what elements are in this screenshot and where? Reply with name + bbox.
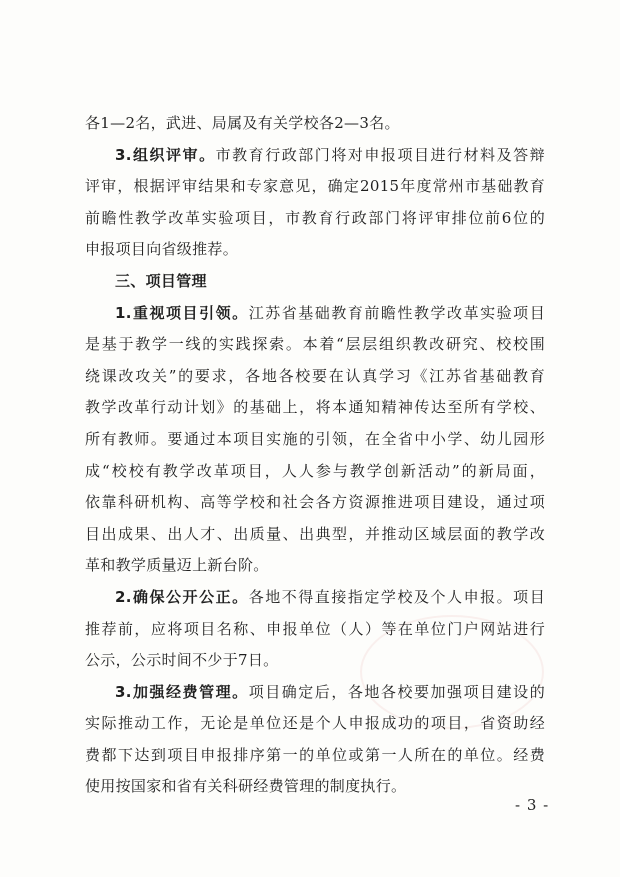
document-body <box>85 108 545 803</box>
text-line: 前瞻性教学改革实验项目，市教育行政部门将评审排位前6位的 <box>85 208 545 227</box>
text-line: 推荐前，应将项目名称、申报单位（人）等在单位门户网站进行 <box>85 619 545 638</box>
text-line: 所有教师。要通过本项目实施的引领，在全省中小学、幼儿园形 <box>85 429 545 448</box>
text-line: 费都下达到项目申报排序第一的单位或第一人所在的单位。经费 <box>85 745 545 764</box>
text-line: 3.加强经费管理。项目确定后，各地各校要加强项目建设的 <box>115 682 545 701</box>
section-heading: 三、项目管理 <box>115 271 207 290</box>
text-line: 实际推动工作，无论是单位还是个人申报成功的项目，省资助经 <box>85 714 545 733</box>
page-number: - 3 - <box>515 796 550 814</box>
text-line: 申报项目向省级推荐。 <box>85 240 239 259</box>
text-line: 3.组织评审。市教育行政部门将对申报项目进行材料及答辩 <box>115 145 545 164</box>
text-line: 依靠科研机构、高等学校和社会各方资源推进项目建设，通过项 <box>85 493 545 512</box>
text-line: 1.重视项目引领。江苏省基础教育前瞻性教学改革实验项目 <box>115 303 545 322</box>
text-line: 评审，根据评审结果和专家意见，确定2015年度常州市基础教育 <box>85 177 545 196</box>
text-line: 绕课改攻关”的要求，各地各校要在认真学习《江苏省基础教育 <box>85 366 545 385</box>
text-line: 目出成果、出人才、出质量、出典型，并推动区域层面的教学改 <box>85 524 545 543</box>
text-line: 成“校校有教学改革项目，人人参与教学创新活动”的新局面， <box>85 461 545 480</box>
text-line: 革和教学质量迈上新台阶。 <box>85 556 269 575</box>
text-line: 是基于教学一线的实践探索。本着“层层组织教改研究、校校围 <box>85 335 545 354</box>
text-line: 教学改革行动计划》的基础上，将本通知精神传达至所有学校、 <box>85 398 545 417</box>
text-line: 2.确保公开公正。各地不得直接指定学校及个人申报。项目 <box>115 587 545 606</box>
text-line: 公示，公示时间不少于7日。 <box>85 651 279 670</box>
text-line: 使用按国家和省有关科研经费管理的制度执行。 <box>85 777 407 796</box>
text-line: 各1—2名，武进、局属及有关学校各2—3名。 <box>85 114 400 132</box>
